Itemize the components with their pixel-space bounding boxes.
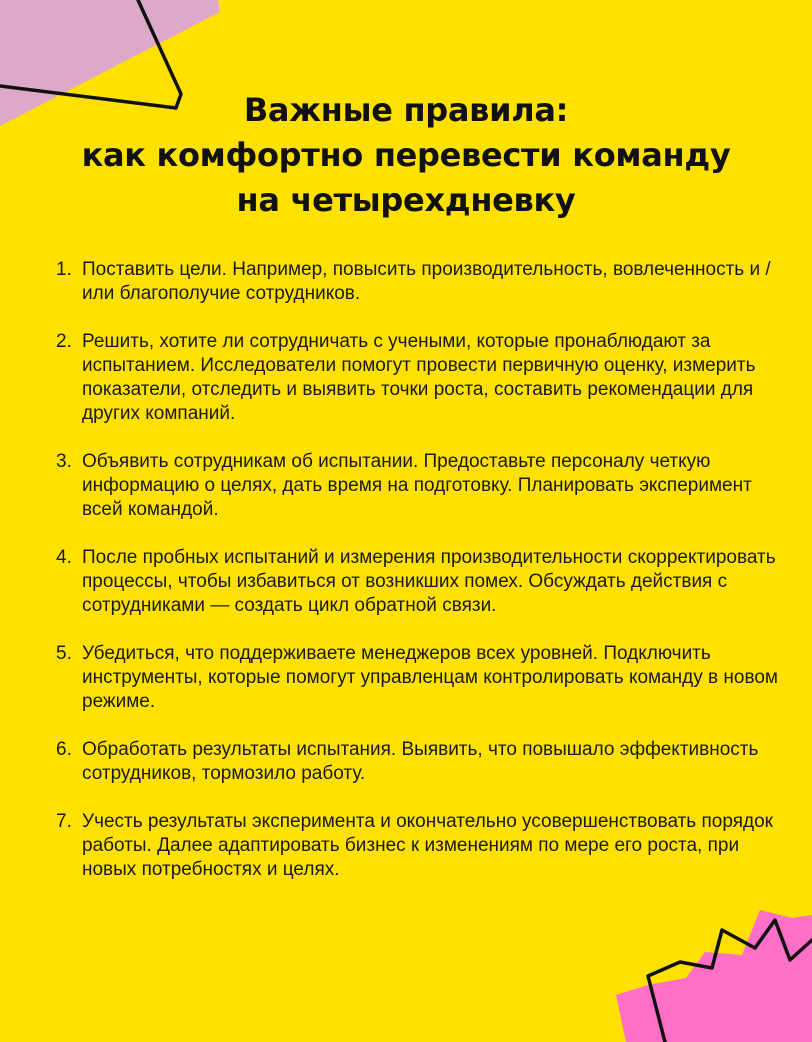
rule-text: Учесть результаты эксперимента и окончательно усовершенствовать порядок работы. Далее адаптировать бизнес к изменениям по мере его роста, при новых потребностях и целях. — [82, 811, 773, 880]
rule-text: Обработать результаты испытания. Выявить, что повышало эффективность сотрудников, тормозило работу. — [82, 739, 759, 784]
rule-item-5 — [56, 642, 786, 714]
rule-text: Объявить сотрудникам об испытании. Предоставьте персоналу четкую информацию о целях, дать время на подготовку. Планировать эксперимент всей командой. — [82, 451, 752, 520]
rules-list — [56, 258, 786, 906]
title-line-1: Важные правила: — [243, 91, 569, 129]
star-outline-shape — [648, 920, 812, 1042]
rule-item-7 — [56, 810, 786, 882]
rule-text: После пробных испытаний и измерения производительности скорректировать процессы, чтобы избавиться от возникших помех. Обсуждать действия с сотрудниками — создать цикл обратной связи. — [82, 547, 776, 616]
rule-number: 1. — [56, 259, 72, 280]
rule-number: 3. — [56, 451, 72, 472]
rule-number: 4. — [56, 547, 72, 568]
rule-number: 5. — [56, 643, 72, 664]
rule-number: 6. — [56, 739, 72, 760]
title-line-2: как комфортно перевести команду — [81, 136, 731, 174]
rule-number: 2. — [56, 331, 72, 352]
pink-star-shape — [616, 910, 812, 1042]
page-title — [0, 88, 812, 223]
rule-text: Убедиться, что поддерживаете менеджеров всех уровней. Подключить инструменты, которые помогут управленцам контролировать команду в новом режиме. — [82, 643, 778, 712]
rule-text: Решить, хотите ли сотрудничать с учеными, которые пронаблюдают за испытанием. Исследователи помогут провести первичную оценку, измерить показатели, отследить и выявить точки роста, составить рекомендации для других компаний. — [82, 331, 756, 424]
rule-item-1 — [56, 258, 786, 306]
rule-item-2 — [56, 330, 786, 426]
rule-item-6 — [56, 738, 786, 786]
title-line-3: на четырехдневку — [236, 181, 576, 219]
rule-item-3 — [56, 450, 786, 522]
rule-number: 7. — [56, 811, 72, 832]
rule-item-4 — [56, 546, 786, 618]
rule-text: Поставить цели. Например, повысить производительность, вовлеченность и / или благополучие сотрудников. — [82, 259, 771, 304]
